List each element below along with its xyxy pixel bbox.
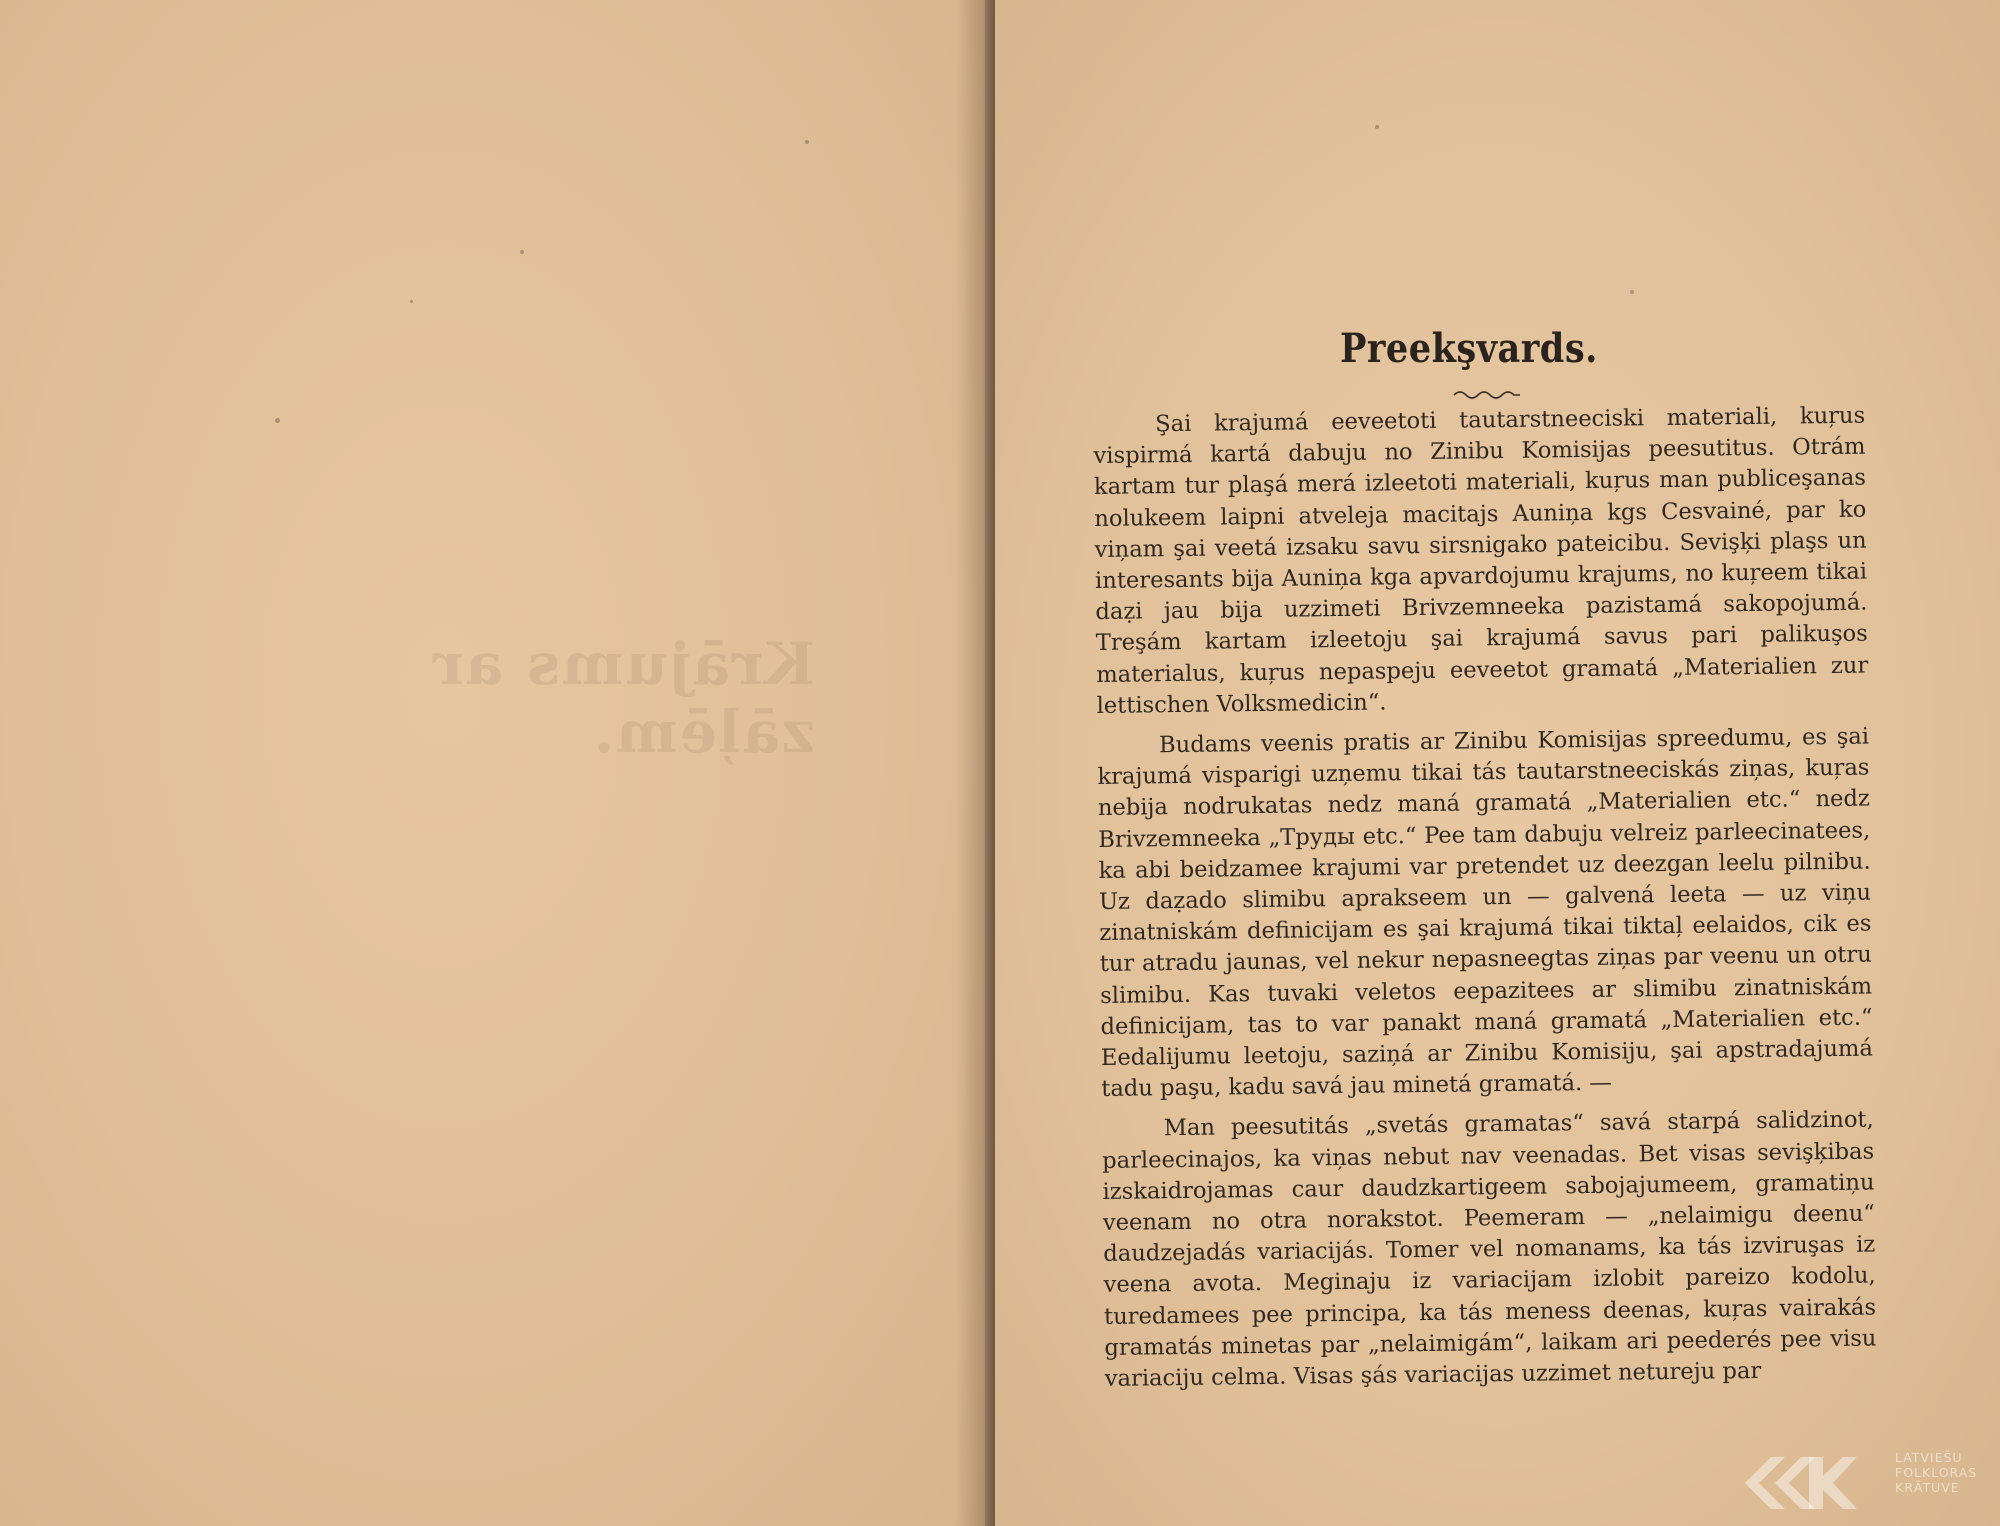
paper-speck xyxy=(805,140,809,144)
page-title: Preekşvards. xyxy=(1340,325,1598,372)
left-page-blank xyxy=(0,0,985,1526)
logo-line-3: KRĀTUVE xyxy=(1895,1480,1960,1495)
archive-logo-text xyxy=(1895,1450,1995,1495)
paper-speck xyxy=(410,300,413,303)
logo-line-2: FOLKLORAS xyxy=(1895,1465,1978,1480)
paper-speck xyxy=(520,250,524,254)
logo-line-1: LATVIEŠU xyxy=(1895,1450,1963,1465)
paper-speck xyxy=(275,418,280,423)
title-ornament xyxy=(1452,387,1522,401)
show-through-text: Krājums ar zāļēm. xyxy=(430,630,815,766)
paragraph-2: Budams veenis pratis ar Zinibu Komisijas spreedumu, es şai krajumá visparigi uzņemu tikai tás tautarstneeciskás ziņas, kuŗas nebija nodrukatas nedz maná gramatá „Materialien etc.“ nedz Brivzemneeka „Труды etc.“ Pee tam dabuju velreiz parleecinatees, ka abi beidzamee krajumi var pretendet uz deezgan leelu pilnibu. Uz daẓado slimibu aprakseem un — galvená leeta — uz viņu zinatniskám definicijam es şai krajumá tikai tiktaļ eelaidos, cik es tur atradu jaunas, vel nekur nepasneegtas ziņas par veenu un otru slimibu. Kas tuvaki veletos eepazitees ar slimibu zinatniskám definicijam, tas to var panakt maná gramatá „Materialien etc.“ Eedalijumu leetoju, saziņá ar Zinibu Komisiju, şai apstradajumá tadu paşu, kadu savá jau minetá gramatá. — xyxy=(1097,723,1874,1103)
paper-speck xyxy=(1375,125,1379,129)
paragraph-3: Man peesutitás „svetás gramatas“ savá starpá salidzinot, parleecinajos, ka viņas nebut nav veenadas. Bet visas sevişķibas izskaidrojamas caur daudzkartigeem sabojajumeem, gramatiņu veenam no otra norakstot. Peemeram — „nelaimigu deenu“ daudzejadás variacijás. Tomer vel nomanams, ka tás izviruşas iz veena avota. Meginaju iz variacijam izlobit pareizo kodolu, turedamees pee principa, ka tás meness deenas, kuŗas vairakás gramatás minetas par „nelaimigám“, laikam ari peederés pee visu variaciju celma. Visas şás variacijas uzzimet netureju par xyxy=(1102,1106,1877,1393)
paragraph-1: Şai krajumá eeveetoti tautarstneeciski materiali, kuŗus vispirmá kartá dabuju no Zinibu Komisijas peesutitus. Otrám kartam tur plaşá merá izleetoti materiali, kuŗus man publiceşanas nolukeem laipni atveleja macitajs Auniņa kgs Cesvainé, par ko viņam şai veetá izsaku savu sirsnigako pateicibu. Sevişķi plaşs un interesants bija Auniņa kga apvardojumu krajums, no kuŗeem tikai daẓi jau bija uzzimeti Brivzemneeka pazistamá sakopojumá. Treşám kartam izleetoju şai krajumá savus pari palikuşos materialus, kuŗus nepaspeju eeveetot gramatá „Materialien zur lettischen Volksmedicin“. xyxy=(1093,402,1869,719)
preface-body xyxy=(1093,401,1877,1405)
paper-speck xyxy=(1630,290,1634,294)
